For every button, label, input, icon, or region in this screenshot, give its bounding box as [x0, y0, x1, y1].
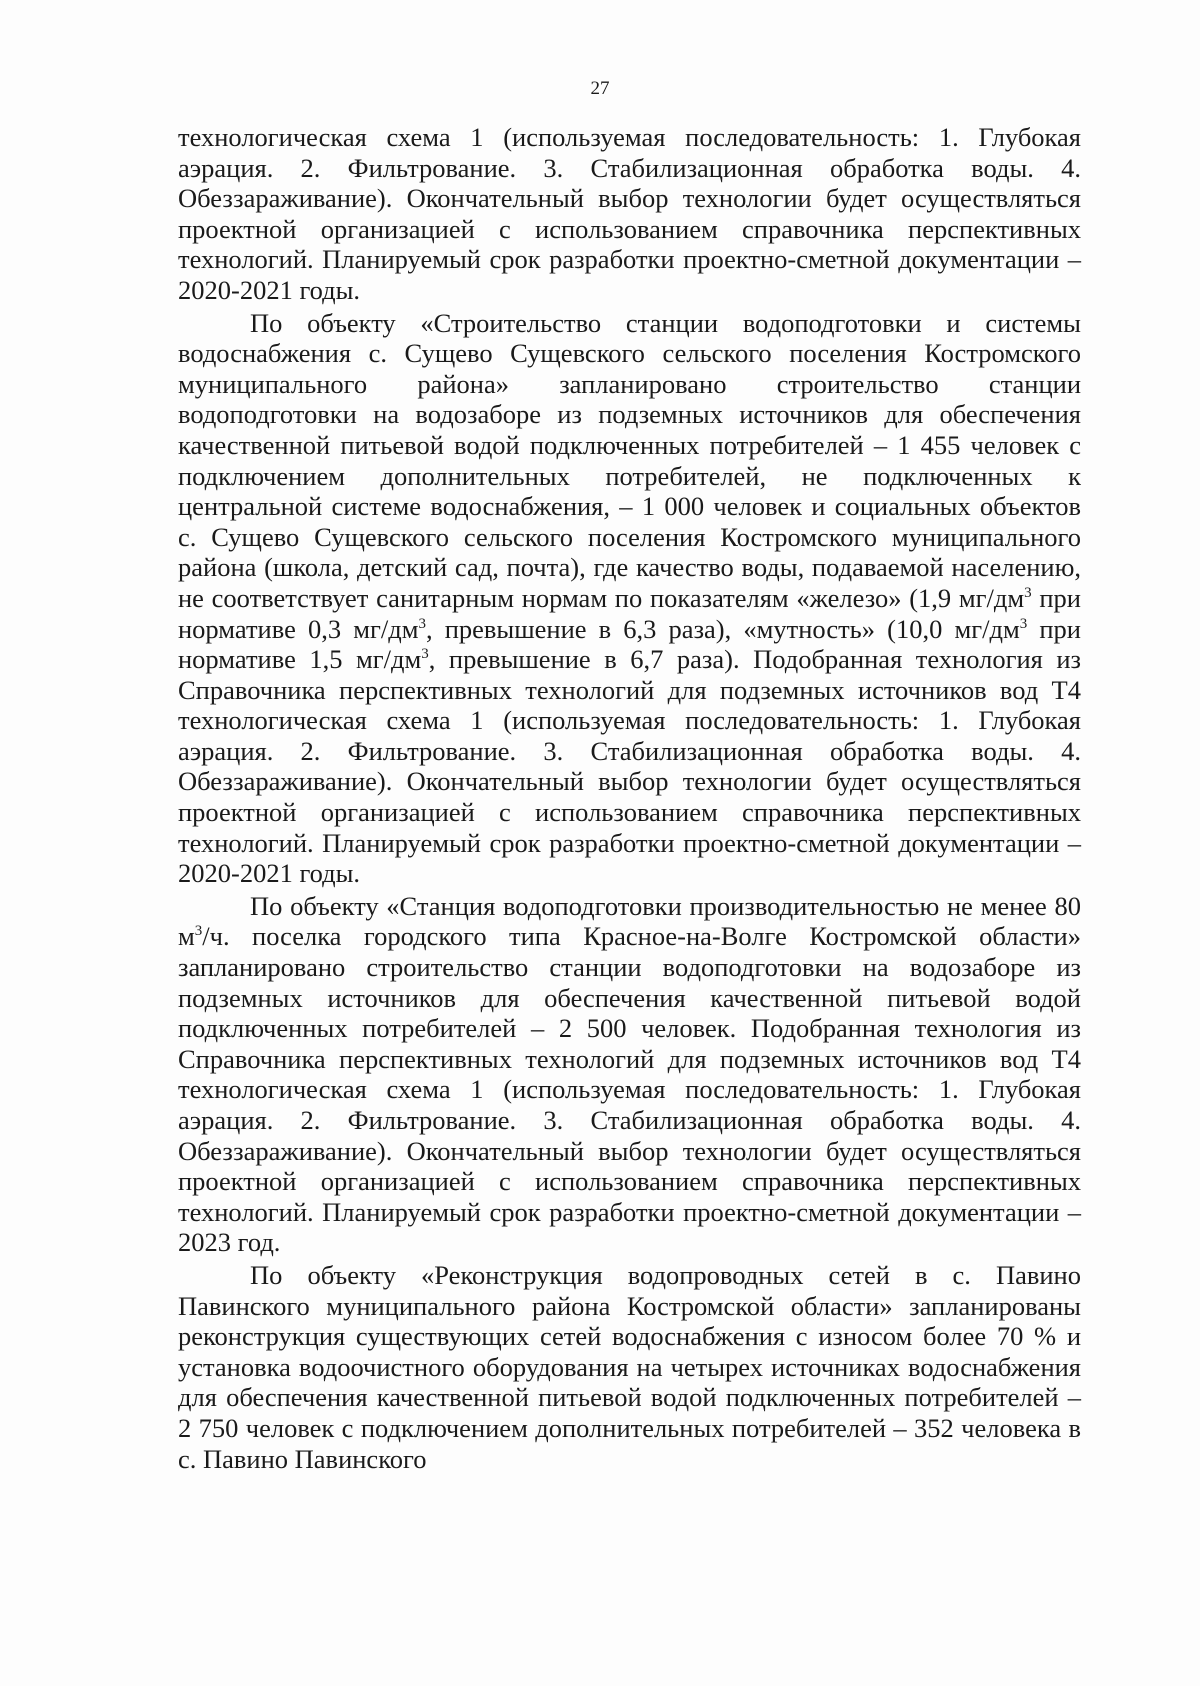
paragraph-text: По объекту «Строительство станции водоподготовки и системы водоснабжения с. Сущево Сущевского сельского поселения Костромского муниципального района» запланировано строительство станции водоподготовки на водозаборе из подземных источников для обеспечения качественной питьевой водой подключенных потребителей – 1 455 человек с подключением дополнительных потребителей, не подключенных к центральной системе водоснабжения, – 1 000 человек и социальных объектов с. Сущево Сущевского сельского поселения Костромского муниципального района (школа, детский сад, почта), где качество воды, подаваемой населению, не соответствует санитарным нормам по показателям «железо» (1,9 мг/дм — [178, 307, 1081, 613]
superscript: 3 — [194, 923, 203, 940]
paragraph-text: при нормативе 0,3 мг/дм — [178, 582, 1081, 644]
paragraph-text: /ч. поселка городского типа Красное-на-Волге Костромской области» запланировано строительство станции водоподготовки на водозаборе из подземных источников для обеспечения качественной питьевой водой подключенных потребителей – 2 500 человек. Подобранная технология из Справочника перспективных технологий для подземных источников вод Т4 технологическая схема 1 (используемая последовательность: 1. Глубокая аэрация. 2. Фильтрование. 3. Стабилизационная обработка воды. 4. Обеззараживание). Окончательный выбор технологии будет осуществляться проектной организацией с использованием справочника перспективных технологий. Планируемый срок разработки проектно-сметной документации – 2023 год. — [178, 921, 1081, 1258]
paragraph-text: По объекту «Реконструкция водопроводных сетей в с. Павино Павинского муниципального района Костромской области» запланированы реконструкция существующих сетей водоснабжения с износом более 70 % и установка водоочистного оборудования на четырех источниках водоснабжения для обеспечения качественной питьевой водой подключенных потребителей – 2 750 человек с подключением дополнительных потребителей – 352 человека в с. Павино Павинского — [178, 1259, 1081, 1474]
paragraph-text: , превышение в 6,3 раза), «мутность» (10,0 мг/дм — [425, 613, 1020, 644]
body-paragraph — [178, 891, 1081, 1258]
page-number: 27 — [590, 78, 610, 99]
paragraph-text: По объекту «Станция водоподготовки производительностью не менее 80 м — [178, 890, 1081, 952]
body-paragraph — [178, 122, 1081, 306]
body-paragraph — [178, 308, 1081, 889]
document-body — [178, 122, 1081, 1474]
paragraph-text: при нормативе 1,5 мг/дм — [178, 613, 1081, 675]
superscript: 3 — [1024, 584, 1032, 601]
body-paragraph — [178, 1260, 1081, 1474]
superscript: 3 — [418, 615, 426, 632]
paragraph-text: технологическая схема 1 (используемая последовательность: 1. Глубокая аэрация. 2. Фильтрование. 3. Стабилизационная обработка воды. 4. Обеззараживание). Окончательный выбор технологии будет осуществляться проектной организацией с использованием справочника перспективных технологий. Планируемый срок разработки проектно-сметной документации – 2020-2021 годы. — [178, 122, 1081, 305]
superscript: 3 — [1019, 615, 1028, 632]
paragraph-text: , превышение в 6,7 раза). Подобранная технология из Справочника перспективных технологий для подземных источников вод Т4 технологическая схема 1 (используемая последовательность: 1. Глубокая аэрация. 2. Фильтрование. 3. Стабилизационная обработка воды. 4. Обеззараживание). Окончательный выбор технологии будет осуществляться проектной организацией с использованием справочника перспективных технологий. Планируемый срок разработки проектно-сметной документации – 2020-2021 годы. — [178, 644, 1081, 889]
superscript: 3 — [421, 646, 429, 663]
